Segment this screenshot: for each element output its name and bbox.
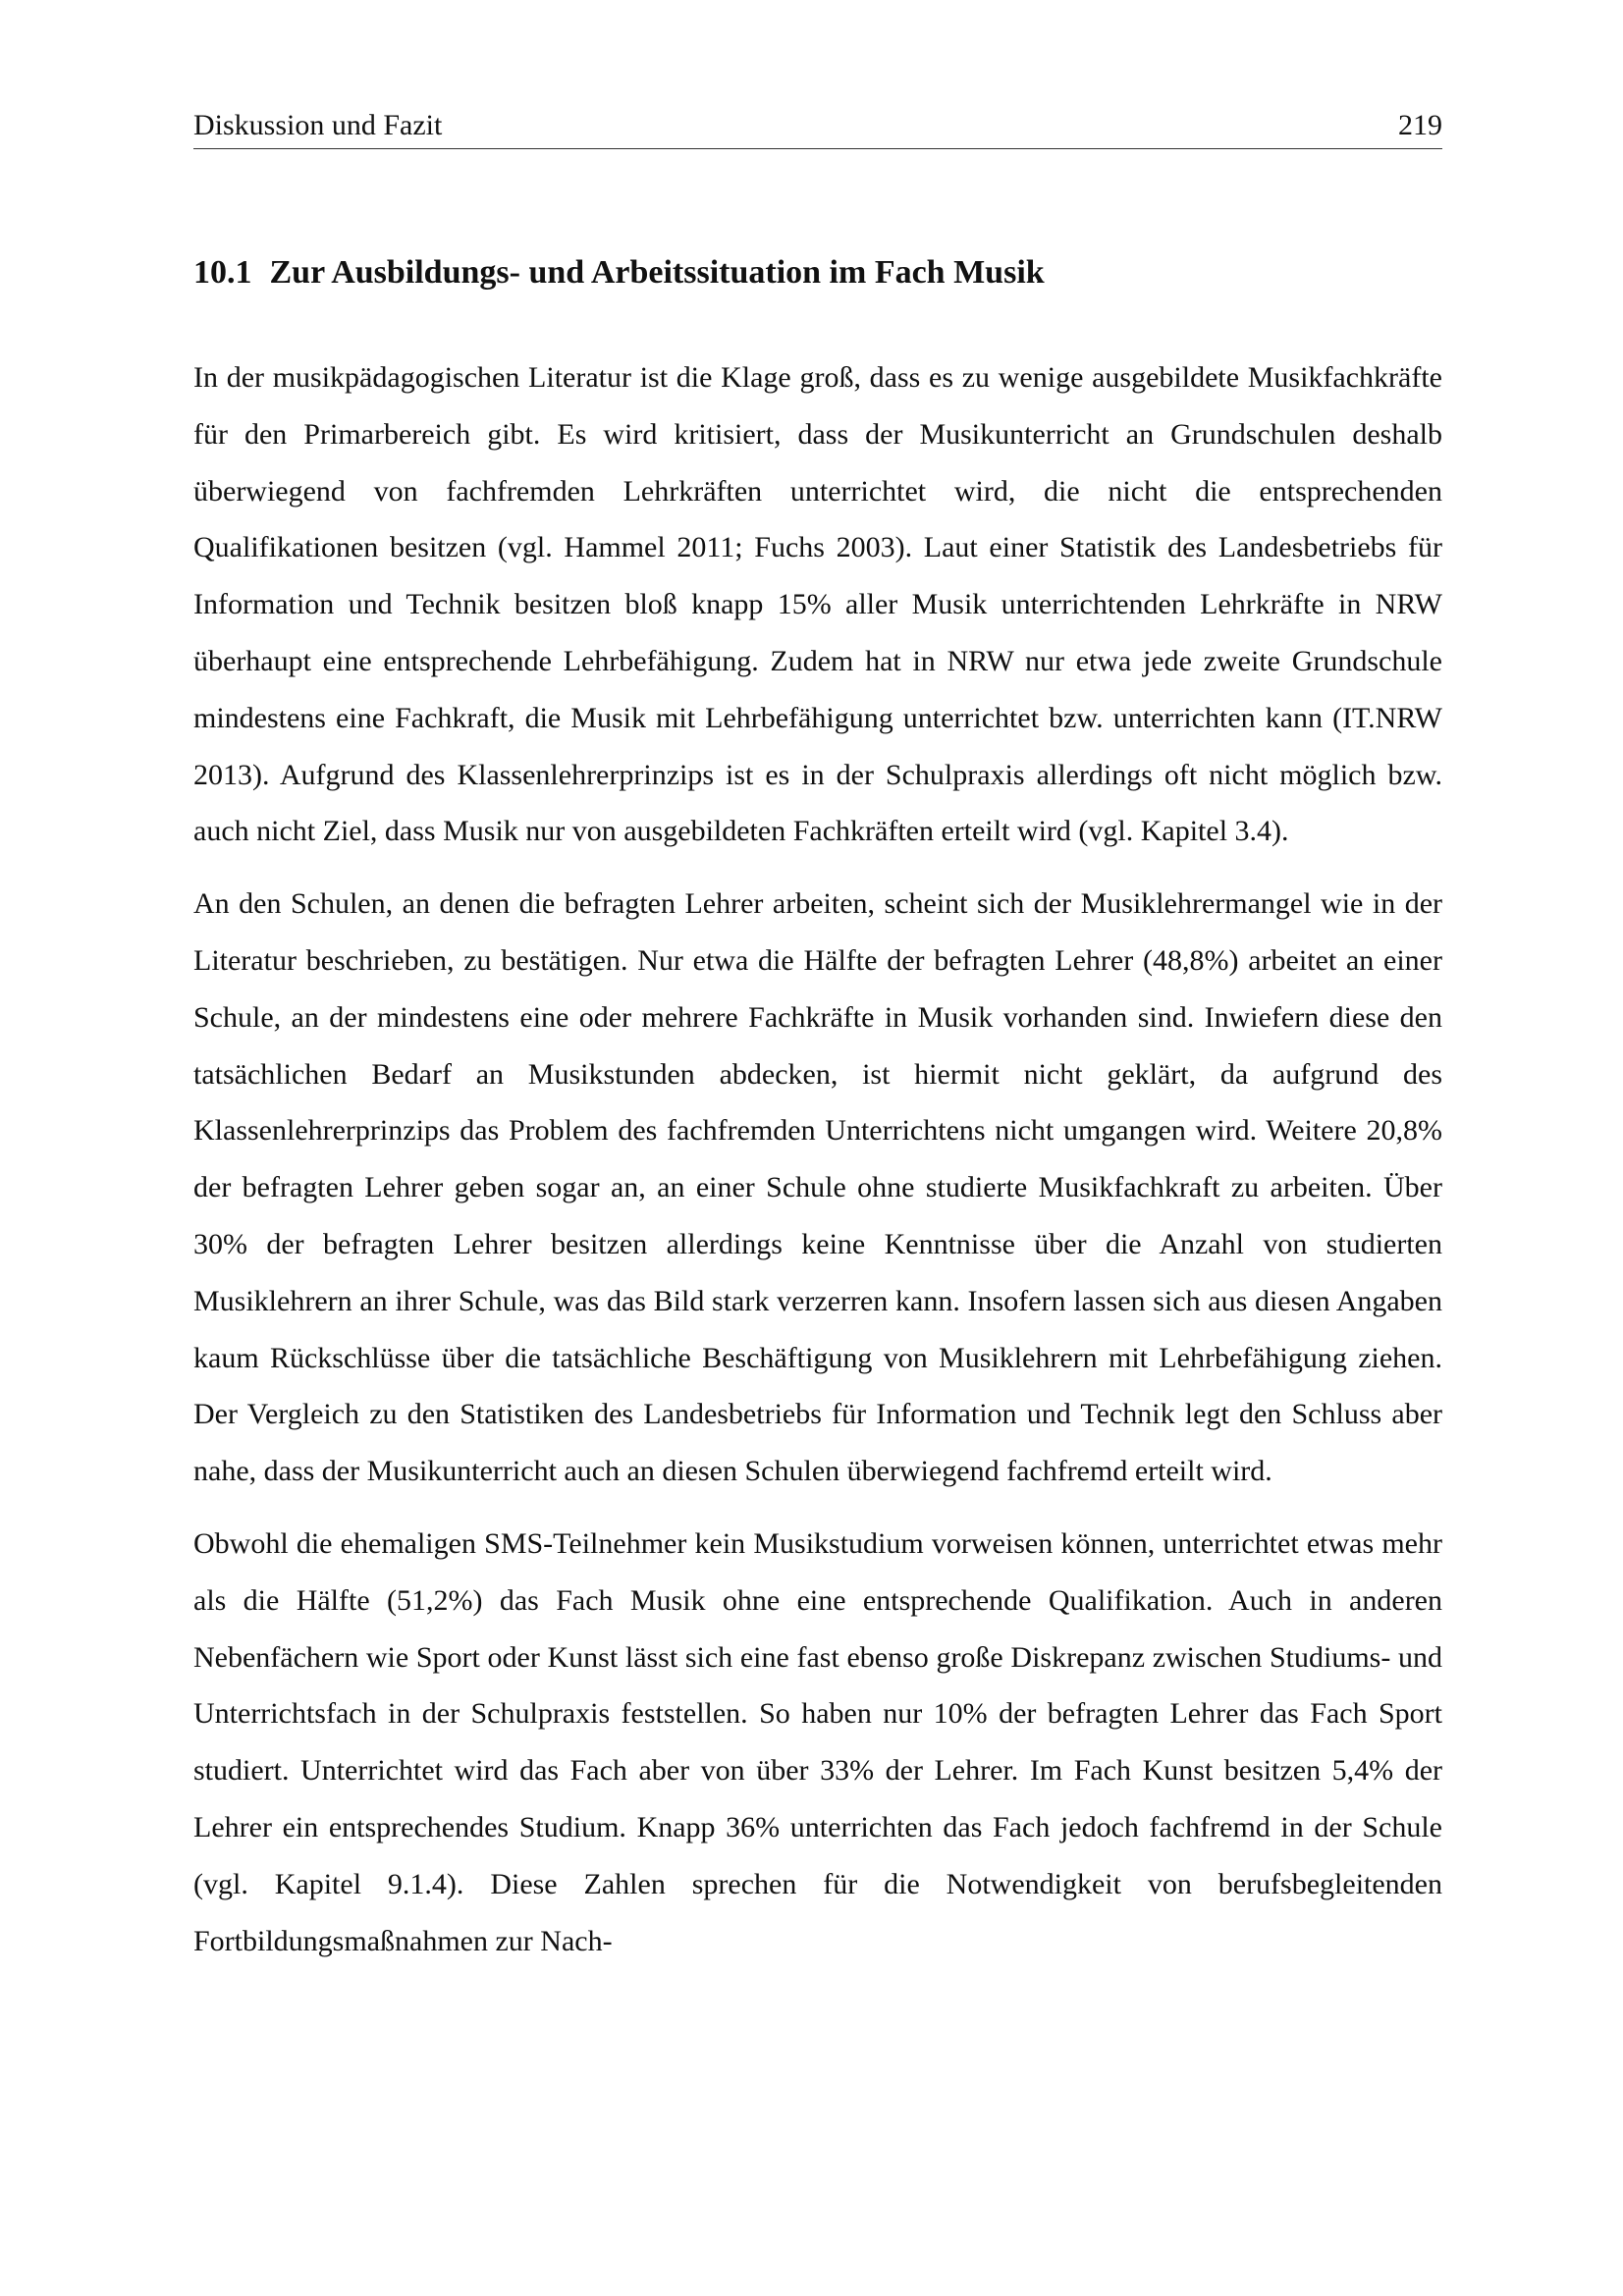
body-text bbox=[193, 349, 1442, 1985]
section-number: 10.1 bbox=[193, 254, 252, 291]
section-title: Zur Ausbildungs- und Arbeitssituation im Fach Musik bbox=[269, 254, 1045, 291]
paragraph: In der musikpädagogischen Literatur ist die Klage groß, dass es zu wenige ausgebildete Musikfachkräfte für den Primarbereich gibt. Es wird kritisiert, dass der Musikunterricht an Grundschulen deshalb überwiegend von fachfremden Lehrkräften unterrichtet wird, die nicht die entsprechenden Qualifikationen besitzen (vgl. Hammel 2011; Fuchs 2003). Laut einer Statistik des Landesbetriebs für Information und Technik besitzen bloß knapp 15% aller Musik unterrichtenden Lehrkräfte in NRW überhaupt eine entsprechende Lehrbefähigung. Zudem hat in NRW nur etwa jede zweite Grundschule mindestens eine Fachkraft, die Musik mit Lehrbefähigung unterrichtet bzw. unterrichten kann (IT.NRW 2013). Aufgrund des Klassenlehrerprinzips ist es in der Schulpraxis allerdings oft nicht möglich bzw. auch nicht Ziel, dass Musik nur von ausgebildeten Fachkräften erteilt wird (vgl. Kapitel 3.4). bbox=[193, 361, 1442, 848]
paragraph: Obwohl die ehemaligen SMS-Teilnehmer kein Musikstudium vorweisen können, unterrichtet etwas mehr als die Hälfte (51,2%) das Fach Musik ohne eine entsprechende Qualifikation. Auch in anderen Nebenfächern wie Sport oder Kunst lässt sich eine fast ebenso große Diskrepanz zwischen Studiums- und Unterrichtsfach in der Schulpraxis feststellen. So haben nur 10% der befragten Lehrer das Fach Sport studiert. Unterrichtet wird das Fach aber von über 33% der Lehrer. Im Fach Kunst besitzen 5,4% der Lehrer ein entsprechendes Studium. Knapp 36% unterrichten das Fach jedoch fachfremd in der Schule (vgl. Kapitel 9.1.4). Diese Zahlen sprechen für die Notwendigkeit von berufsbegleitenden Fortbildungsmaßnahmen zur Nach- bbox=[193, 1526, 1442, 1957]
paragraph: An den Schulen, an denen die befragten Lehrer arbeiten, scheint sich der Musiklehrermangel wie in der Literatur beschrieben, zu bestätigen. Nur etwa die Hälfte der befragten Lehrer (48,8%) arbeitet an einer Schule, an der mindestens eine oder mehrere Fachkräfte in Musik vorhanden sind. Inwiefern diese den tatsächlichen Bedarf an Musikstunden abdecken, ist hiermit nicht geklärt, da aufgrund des Klassenlehrerprinzips das Problem des fachfremden Unterrichtens nicht umgangen wird. Weitere 20,8% der befragten Lehrer geben sogar an, an einer Schule ohne studierte Musikfachkraft zu arbeiten. Über 30% der befragten Lehrer besitzen allerdings keine Kenntnisse über die Anzahl von studierten Musiklehrern an ihrer Schule, was das Bild stark verzerren kann. Insofern lassen sich aus diesen Angaben kaum Rückschlüsse über die tatsächliche Beschäftigung von Musiklehrern mit Lehrbefähigung ziehen. Der Vergleich zu den Statistiken des Landesbetriebs für Information und Technik legt den Schluss aber nahe, dass der Musikunterricht auch an diesen Schulen überwiegend fachfremd erteilt wird. bbox=[193, 887, 1442, 1488]
section-heading bbox=[193, 249, 1442, 296]
chapter-title: Diskussion und Fazit bbox=[193, 109, 443, 141]
page-number: 219 bbox=[1398, 109, 1442, 141]
running-header bbox=[193, 106, 1442, 149]
